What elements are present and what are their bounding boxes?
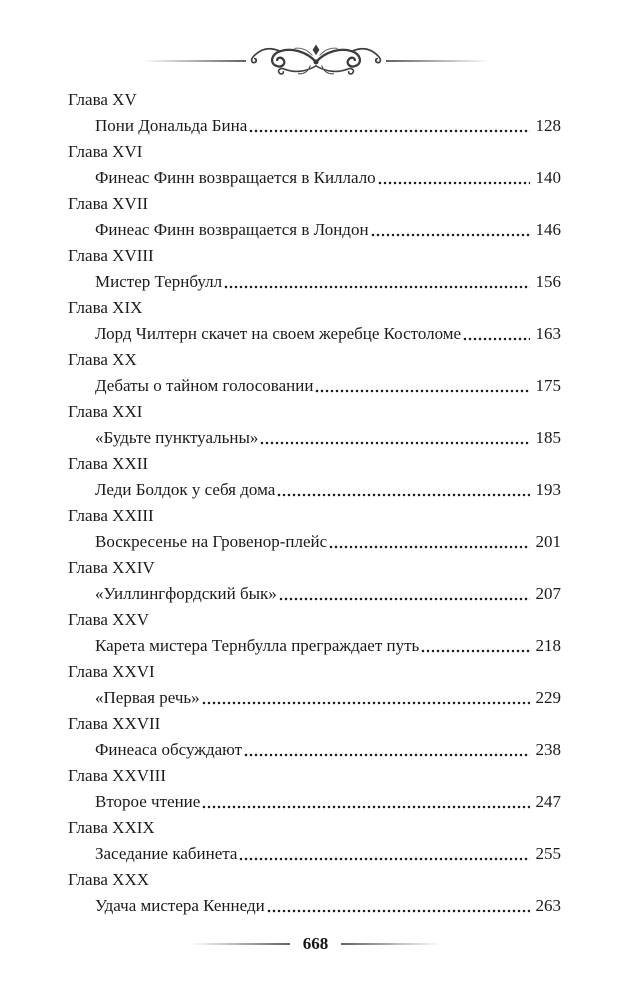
chapter-title: «Будьте пунктуальны» bbox=[95, 428, 259, 447]
dot-leader bbox=[239, 841, 529, 867]
toc-entry bbox=[68, 451, 561, 503]
chapter-title: Финеас Финн возвращается в Киллало bbox=[95, 168, 376, 187]
chapter-page-number: 156 bbox=[535, 272, 561, 291]
toc-entry bbox=[68, 607, 561, 659]
chapter-page-number: 146 bbox=[535, 220, 561, 239]
chapter-page-number: 140 bbox=[535, 168, 561, 187]
dot-leader bbox=[315, 373, 529, 399]
dot-leader bbox=[329, 529, 529, 555]
chapter-heading: Глава XXIII bbox=[68, 506, 154, 525]
toc-title-row bbox=[68, 737, 561, 763]
toc-entry bbox=[68, 295, 561, 347]
toc-entry bbox=[68, 815, 561, 867]
toc-title-row bbox=[68, 269, 561, 295]
chapter-page-number: 185 bbox=[535, 428, 561, 447]
dot-leader bbox=[202, 685, 530, 711]
chapter-page-number: 207 bbox=[535, 584, 561, 603]
toc-title-row bbox=[68, 113, 561, 139]
chapter-page-number: 238 bbox=[535, 740, 561, 759]
chapter-title: Финеас Финн возвращается в Лондон bbox=[95, 220, 369, 239]
dot-leader bbox=[249, 113, 529, 139]
chapter-title: «Уиллингфордский бык» bbox=[95, 584, 277, 603]
toc-entry bbox=[68, 867, 561, 919]
dot-leader bbox=[260, 425, 529, 451]
chapter-title: Воскресенье на Гровенор-плейс bbox=[95, 532, 328, 551]
chapter-page-number: 255 bbox=[535, 844, 561, 863]
chapter-heading: Глава XVIII bbox=[68, 246, 154, 265]
toc-entry bbox=[68, 763, 561, 815]
chapter-title: Финеаса обсуждают bbox=[95, 740, 243, 759]
chapter-title: Заседание кабинета bbox=[95, 844, 238, 863]
toc-title-row bbox=[68, 633, 561, 659]
toc-title-row bbox=[68, 581, 561, 607]
chapter-heading: Глава XXVII bbox=[68, 714, 161, 733]
chapter-heading: Глава XXII bbox=[68, 454, 149, 473]
toc-entry bbox=[68, 347, 561, 399]
toc-entry bbox=[68, 399, 561, 451]
header-ornament-row bbox=[0, 38, 631, 84]
toc-title-row bbox=[68, 893, 561, 919]
chapter-heading: Глава XVI bbox=[68, 142, 143, 161]
chapter-title: «Первая речь» bbox=[95, 688, 200, 707]
chapter-title: Леди Болдок у себя дома bbox=[95, 480, 276, 499]
toc-title-row bbox=[68, 321, 561, 347]
toc-title-row bbox=[68, 841, 561, 867]
toc-entry bbox=[68, 87, 561, 139]
ornament-left-rule bbox=[142, 60, 246, 62]
chapter-heading: Глава XVII bbox=[68, 194, 149, 213]
footer-right-rule bbox=[341, 943, 441, 945]
dot-leader bbox=[224, 269, 529, 295]
chapter-page-number: 128 bbox=[535, 116, 561, 135]
dot-leader bbox=[421, 633, 529, 659]
chapter-title: Второе чтение bbox=[95, 792, 201, 811]
chapter-page-number: 193 bbox=[535, 480, 561, 499]
toc-title-row bbox=[68, 685, 561, 711]
chapter-heading: Глава XV bbox=[68, 90, 137, 109]
chapter-heading: Глава XXVIII bbox=[68, 766, 166, 785]
toc-entry bbox=[68, 191, 561, 243]
dot-leader bbox=[463, 321, 529, 347]
dot-leader bbox=[378, 165, 530, 191]
page-footer bbox=[0, 929, 631, 959]
chapter-heading: Глава XXI bbox=[68, 402, 143, 421]
toc-title-row bbox=[68, 425, 561, 451]
chapter-page-number: 263 bbox=[535, 896, 561, 915]
toc-title-row bbox=[68, 529, 561, 555]
folio-page-number: 668 bbox=[302, 934, 329, 953]
chapter-page-number: 201 bbox=[535, 532, 561, 551]
toc-entry bbox=[68, 503, 561, 555]
toc-title-row bbox=[68, 217, 561, 243]
ornament-right-rule bbox=[386, 60, 490, 62]
table-of-contents bbox=[68, 87, 561, 919]
chapter-title: Карета мистера Тернбулла преграждает путь bbox=[95, 636, 420, 655]
chapter-title: Удача мистера Кеннеди bbox=[95, 896, 265, 915]
chapter-heading: Глава XX bbox=[68, 350, 137, 369]
footer-left-rule bbox=[190, 943, 290, 945]
toc-title-row bbox=[68, 789, 561, 815]
toc-title-row bbox=[68, 477, 561, 503]
toc-entry bbox=[68, 555, 561, 607]
chapter-page-number: 229 bbox=[535, 688, 561, 707]
chapter-heading: Глава XXIX bbox=[68, 818, 155, 837]
chapter-page-number: 163 bbox=[535, 324, 561, 343]
chapter-title: Мистер Тернбулл bbox=[95, 272, 223, 291]
dot-leader bbox=[277, 477, 529, 503]
chapter-page-number: 175 bbox=[535, 376, 561, 395]
toc-entry bbox=[68, 711, 561, 763]
chapter-title: Пони Дональда Бина bbox=[95, 116, 248, 135]
chapter-title: Дебаты о тайном голосовании bbox=[95, 376, 314, 395]
chapter-title: Лорд Чилтерн скачет на своем жеребце Костоломе bbox=[95, 324, 462, 343]
dot-leader bbox=[244, 737, 529, 763]
chapter-heading: Глава XXVI bbox=[68, 662, 155, 681]
toc-entry bbox=[68, 659, 561, 711]
chapter-heading: Глава XXV bbox=[68, 610, 150, 629]
dot-leader bbox=[279, 581, 530, 607]
chapter-heading: Глава XXIV bbox=[68, 558, 155, 577]
toc-title-row bbox=[68, 373, 561, 399]
toc-title-row bbox=[68, 165, 561, 191]
toc-entry bbox=[68, 139, 561, 191]
chapter-page-number: 218 bbox=[535, 636, 561, 655]
dot-leader bbox=[267, 893, 530, 919]
chapter-page-number: 247 bbox=[535, 792, 561, 811]
chapter-heading: Глава XXX bbox=[68, 870, 150, 889]
floral-flourish-icon bbox=[248, 39, 384, 83]
dot-leader bbox=[202, 789, 529, 815]
toc-entry bbox=[68, 243, 561, 295]
dot-leader bbox=[371, 217, 530, 243]
chapter-heading: Глава XIX bbox=[68, 298, 143, 317]
